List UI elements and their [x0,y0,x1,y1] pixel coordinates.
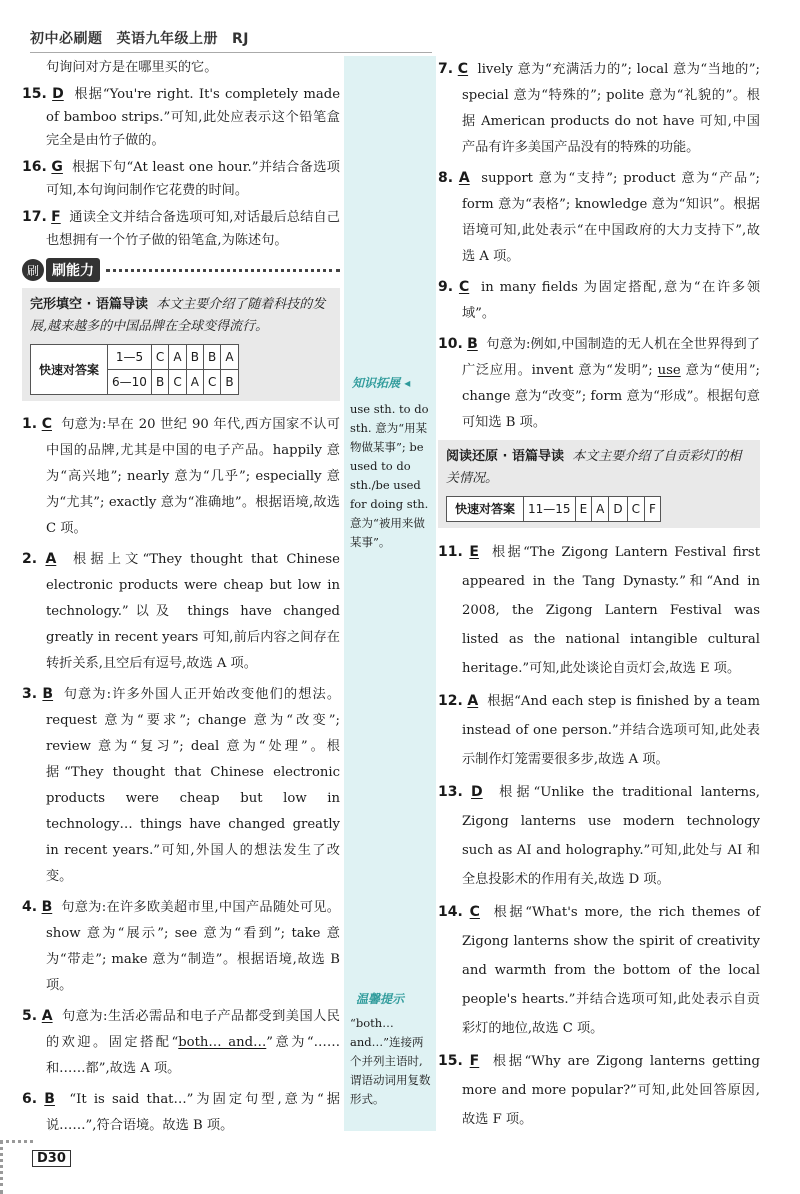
edition-tag: RJ [232,31,249,47]
table-cell: B [203,345,220,370]
tip-title: 温馨提示 [356,992,405,1006]
answer-item-9: 9. C in many fields 为固定搭配,意为“在许多领域”。 [438,279,761,321]
answer-item-15b: 15. F 根据“Why are Zigong lanterns getting more and more popular?”可知,此处回答原因,故选 F 项。 [438,1053,760,1127]
left-column [22,56,340,1143]
knowledge-title: 知识拓展 ◂ [352,376,411,390]
corner-decoration [0,1140,33,1194]
answer-item-5: 5. A 句意为:生活必需品和电子产品都受到美国人民的欢迎。固定搭配“both… and…”意为“……和……都”,故选 A 项。 [22,1008,341,1076]
table-cell: C [169,370,186,395]
brush-icon: 刷 [22,259,44,281]
right-column [438,56,760,1138]
table-cell: C [627,497,644,522]
subject-name: 英语九年级上册 [116,31,218,47]
reading-guide [438,440,760,528]
knowledge-text: use sth. to do sth. 意为“用某物做某事”; be used to do sth./be used for doing sth. 意为“被用来做某事”。 [350,402,429,549]
answer-item-1: 1. C 句意为:早在 20 世纪 90 年代,西方国家不认可中国的品牌,尤其是中国的电子产品。happily 意为“高兴地”; nearly 意为“几乎”; especially 意为“尤其”; exactly 意为“准确地”。根据语境,故选 C 项。 [22,416,340,536]
cloze-answer-table [30,344,239,395]
table-cell: D [609,497,627,522]
section-dots [106,268,340,272]
table-range: 6—10 [108,370,152,395]
reading-guide-text: 本文主要介绍了自贡彩灯的相关情况。 [446,449,742,486]
running-header [30,28,249,48]
table-cell: F [645,497,661,522]
answer-item-12: 12. A 根据“And each step is finished by a team instead of one person.”并结合选项可知,此处表示制作灯笼需要很多步,故选 A 项。 [438,693,760,767]
page-number: D30 [32,1150,71,1167]
table-label: 快速对答案 [447,497,524,522]
sidebar-strip [344,56,436,1131]
table-cell: C [151,345,168,370]
tip-text: “both… and…”连接两个并列主语时,谓语动词用复数形式。 [350,1016,431,1106]
answer-item-11: 11. E 根据“The Zigong Lantern Festival first appeared in the Tang Dynasty.”和“And in 2008, the Zigong Lantern Festival was listed as the national intangible cultural heritage.”可知,此处谈论自贡灯会,故选 E 项。 [438,544,760,676]
table-cell: C [203,370,220,395]
answer-item-8: 8. A support 意为“支持”; product 意为“产品”; form 意为“表格”; knowledge 意为“知识”。根据语境可知,此处表示“在中国政府的大力支持下”,故选 A 项。 [438,170,761,264]
continued-text: 句询问对方是在哪里买的它。 [46,60,218,75]
answer-item-10: 10. B 句意为:例如,中国制造的无人机在全世界得到了广泛应用。invent 意为“发明”; use 意为“使用”; change 意为“改变”; form 意为“形成”。根据句意可知选 B 项。 [438,336,760,430]
table-cell: A [186,370,203,395]
cloze-guide [22,288,340,401]
section-title: 刷能力 [46,258,100,282]
answer-item-4: 4. B 句意为:在许多欧美超市里,中国产品随处可见。show 意为“展示”; see 意为“看到”; take 意为“带走”; make 意为“制造”。根据语境,故选 B 项。 [22,899,340,993]
answer-item-13: 13. D 根据“Unlike the traditional lanterns, Zigong lanterns use modern technology such as AI and holography.”可知,此处与 AI 和全息投影术的作用有关,故选 D 项。 [438,784,760,887]
series-name: 初中必刷题 [30,31,103,47]
table-range: 11—15 [524,497,576,522]
table-range: 1—5 [108,345,152,370]
answer-item-2: 2. A 根据上文“They thought that Chinese electronic products were cheap but low in technology.”以及 things have changed greatly in recent years 可知,前后内容之间存在转折关系,且空后有逗号,故选 A 项。 [22,551,340,671]
cloze-guide-text: 本文主要介绍了随着科技的发展,越来越多的中国品牌在全球变得流行。 [30,297,326,334]
answer-item-15a: 15. D 根据“You're right. It's completely made of bamboo strips.”可知,此处应表示这个铅笔盒完全是由竹子做的。 [22,86,341,148]
section-header [22,258,340,282]
answer-item-3: 3. B 句意为:许多外国人正开始改变他们的想法。request 意为“要求”; change 意为“改变”; review 意为“复习”; deal 意为“处理”。根据“They thought that Chinese electronic products were cheap but low in technology… things have changed greatly in recent years.”可知,外国人的想法发生了改变。 [22,686,341,884]
table-cell: B [221,370,238,395]
header-rule [30,52,432,53]
reading-answer-table [446,496,661,522]
table-cell: B [186,345,203,370]
answer-item-6: 6. B “It is said that…”为固定句型,意为“据说……”,符合语境。故选 B 项。 [22,1091,340,1133]
table-cell: B [151,370,168,395]
reading-guide-label: 阅读还原 · 语篇导读 [446,449,564,464]
table-cell: A [169,345,186,370]
table-label: 快速对答案 [31,345,108,395]
answer-item-14: 14. C 根据“What's more, the rich themes of Zigong lanterns show the spirit of creativity and warmth from the bottom of the local people's hearts.”并结合选项可知,此处表示自贡彩灯的地位,故选 C 项。 [438,904,760,1036]
answer-item-17: 17. F 通读全文并结合备选项可知,对话最后总结自己也想拥有一个竹子做的铅笔盒,为陈述句。 [22,209,340,248]
answer-item-16: 16. G 根据下句“At least one hour.”并结合备选项可知,本句询问制作它花费的时间。 [22,159,340,198]
table-cell: E [575,497,592,522]
cloze-guide-label: 完形填空 · 语篇导读 [30,297,148,312]
answer-item-7: 7. C lively 意为“充满活力的”; local 意为“当地的”; special 意为“特殊的”; polite 意为“礼貌的”。根据 American products do not have 可知,中国产品有许多美国产品没有的特殊的功能。 [438,61,760,155]
table-cell: A [221,345,238,370]
table-cell: A [592,497,609,522]
